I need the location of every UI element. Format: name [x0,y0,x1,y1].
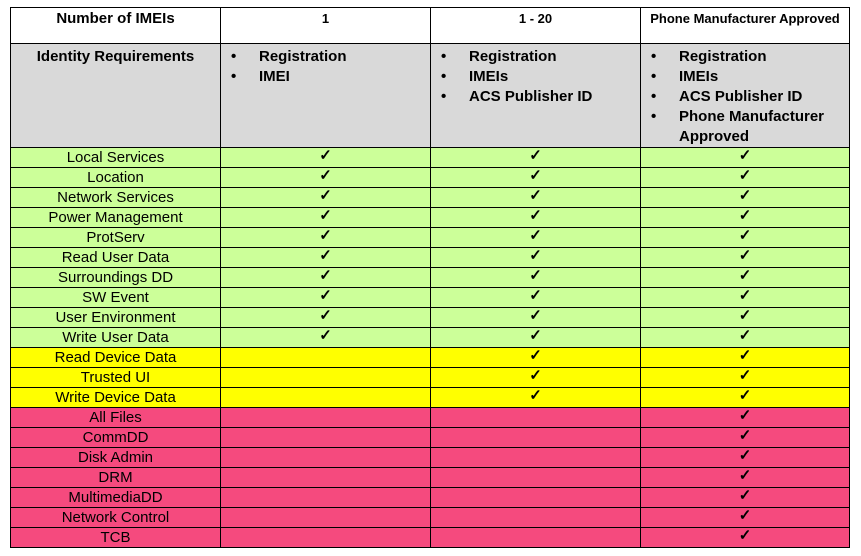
check-cell-c2 [431,428,641,448]
check-cell-c1 [221,268,431,288]
check-cell-c3 [641,208,850,228]
check-cell-c2 [431,288,641,308]
check-cell-c3 [641,188,850,208]
check-cell-c3 [641,308,850,328]
checkmark-icon: ✓ [738,466,752,484]
check-cell-c1 [221,488,431,508]
checkmark-icon: ✓ [738,406,752,424]
requirements-list-2 [431,44,640,107]
checkmark-icon: ✓ [319,226,332,244]
capability-name: Read User Data [11,248,221,268]
check-cell-c1 [221,208,431,228]
check-cell-c3 [641,448,850,468]
capability-name: Read Device Data [11,348,221,368]
checkmark-icon: ✓ [319,306,332,324]
checkmark-icon: ✓ [529,186,542,204]
capability-name: Network Services [11,188,221,208]
check-cell-c1 [221,508,431,528]
capability-name: Local Services [11,148,221,168]
requirement-item: • IMEIs [651,67,849,87]
checkmark-icon: ✓ [529,286,542,304]
check-cell-c2 [431,168,641,188]
capability-name: ProtServ [11,228,221,248]
check-cell-c3 [641,428,850,448]
checkmark-icon: ✓ [738,326,752,344]
capability-row [11,428,850,448]
check-cell-c2 [431,228,641,248]
check-cell-c1 [221,448,431,468]
check-cell-c2 [431,308,641,328]
check-cell-c2 [431,468,641,488]
checkmark-icon: ✓ [529,266,542,284]
check-cell-c3 [641,268,850,288]
checkmark-icon: ✓ [738,506,752,524]
capability-row [11,188,850,208]
check-cell-c3 [641,288,850,308]
checkmark-icon: ✓ [738,446,752,464]
check-cell-c3 [641,328,850,348]
check-cell-c3 [641,388,850,408]
check-cell-c2 [431,268,641,288]
check-cell-c3 [641,528,850,548]
capability-name: Surroundings DD [11,268,221,288]
capability-name: Power Management [11,208,221,228]
capability-row [11,288,850,308]
check-cell-c1 [221,228,431,248]
identity-requirements-row [11,44,850,148]
checkmark-icon: ✓ [319,186,332,204]
capability-row [11,208,850,228]
check-cell-c2 [431,448,641,468]
check-cell-c3 [641,348,850,368]
checkmark-icon: ✓ [738,426,752,444]
check-cell-c1 [221,408,431,428]
checkmark-icon: ✓ [738,186,752,204]
checkmark-icon: ✓ [738,346,752,364]
checkmark-icon: ✓ [738,486,752,504]
header-col-manufacturer: Phone Manufacturer Approved [641,8,850,44]
capability-name: User Environment [11,308,221,328]
check-cell-c1 [221,368,431,388]
capability-name: Network Control [11,508,221,528]
capability-name: Location [11,168,221,188]
check-cell-c1 [221,388,431,408]
checkmark-icon: ✓ [529,166,542,184]
capability-row [11,468,850,488]
capability-row [11,488,850,508]
check-cell-c3 [641,408,850,428]
check-cell-c2 [431,488,641,508]
capability-name: Write User Data [11,328,221,348]
checkmark-icon: ✓ [738,166,752,184]
checkmark-icon: ✓ [738,146,752,164]
check-cell-c2 [431,188,641,208]
capability-row [11,528,850,548]
capability-name: Disk Admin [11,448,221,468]
checkmark-icon: ✓ [319,266,332,284]
capability-row [11,448,850,468]
requirements-col-3 [641,44,850,148]
check-cell-c3 [641,368,850,388]
checkmark-icon: ✓ [529,306,542,324]
requirement-item: • Registration [231,47,430,67]
capability-name: DRM [11,468,221,488]
checkmark-icon: ✓ [738,206,752,224]
table-body [11,8,850,548]
header-col-1: 1 [221,8,431,44]
checkmark-icon: ✓ [738,286,752,304]
requirement-item: • IMEI [231,67,430,87]
checkmark-icon: ✓ [319,206,332,224]
capability-row [11,268,850,288]
capability-name: CommDD [11,428,221,448]
check-cell-c1 [221,288,431,308]
requirements-col-2 [431,44,641,148]
checkmark-icon: ✓ [738,386,752,404]
requirement-item: • Registration [441,47,640,67]
check-cell-c1 [221,168,431,188]
checkmark-icon: ✓ [529,146,542,164]
check-cell-c3 [641,468,850,488]
checkmark-icon: ✓ [529,206,542,224]
header-row [11,8,850,44]
check-cell-c2 [431,408,641,428]
check-cell-c3 [641,168,850,188]
capability-row [11,148,850,168]
check-cell-c2 [431,248,641,268]
checkmark-icon: ✓ [738,246,752,264]
check-cell-c1 [221,428,431,448]
capability-name: Trusted UI [11,368,221,388]
checkmark-icon: ✓ [529,346,542,364]
check-cell-c2 [431,208,641,228]
check-cell-c2 [431,388,641,408]
check-cell-c2 [431,528,641,548]
capability-row [11,508,850,528]
checkmark-icon: ✓ [319,286,332,304]
check-cell-c3 [641,228,850,248]
identity-requirements-label: Identity Requirements [11,44,221,148]
check-cell-c1 [221,468,431,488]
check-cell-c3 [641,488,850,508]
checkmark-icon: ✓ [319,246,332,264]
capabilities-table [10,7,850,548]
checkmark-icon: ✓ [319,326,332,344]
capability-name: TCB [11,528,221,548]
checkmark-icon: ✓ [529,386,542,404]
requirements-list-3 [641,44,849,147]
requirement-item: • Registration [651,47,849,67]
check-cell-c3 [641,508,850,528]
check-cell-c3 [641,248,850,268]
checkmark-icon: ✓ [738,526,752,544]
check-cell-c1 [221,328,431,348]
check-cell-c1 [221,528,431,548]
checkmark-icon: ✓ [529,366,542,384]
check-cell-c2 [431,508,641,528]
checkmark-icon: ✓ [529,326,542,344]
requirement-item: • IMEIs [441,67,640,87]
capability-name: Write Device Data [11,388,221,408]
checkmark-icon: ✓ [738,306,752,324]
capability-row [11,328,850,348]
check-cell-c3 [641,148,850,168]
capability-name: All Files [11,408,221,428]
checkmark-icon: ✓ [529,226,542,244]
requirements-list-1 [221,44,430,87]
capability-name: SW Event [11,288,221,308]
check-cell-c1 [221,348,431,368]
check-cell-c1 [221,308,431,328]
checkmark-icon: ✓ [529,246,542,264]
header-col-1-20: 1 - 20 [431,8,641,44]
checkmark-icon: ✓ [738,366,752,384]
capability-row [11,388,850,408]
requirement-item: • ACS Publisher ID [651,87,849,107]
check-cell-c1 [221,188,431,208]
capability-row [11,228,850,248]
check-cell-c1 [221,148,431,168]
capability-row [11,168,850,188]
requirements-col-1 [221,44,431,148]
check-cell-c2 [431,348,641,368]
checkmark-icon: ✓ [319,146,332,164]
capability-row [11,348,850,368]
header-number-of-imeis: Number of IMEIs [11,8,221,44]
capability-row [11,308,850,328]
capability-row [11,248,850,268]
check-cell-c2 [431,148,641,168]
checkmark-icon: ✓ [319,166,332,184]
capabilities-table-wrapper [10,7,850,548]
requirement-item: • ACS Publisher ID [441,87,640,107]
capability-row [11,408,850,428]
capability-name: MultimediaDD [11,488,221,508]
checkmark-icon: ✓ [738,266,752,284]
capability-row [11,368,850,388]
check-cell-c2 [431,368,641,388]
check-cell-c2 [431,328,641,348]
requirement-item: • Phone Manufacturer Approved [651,107,849,147]
checkmark-icon: ✓ [738,226,752,244]
check-cell-c1 [221,248,431,268]
